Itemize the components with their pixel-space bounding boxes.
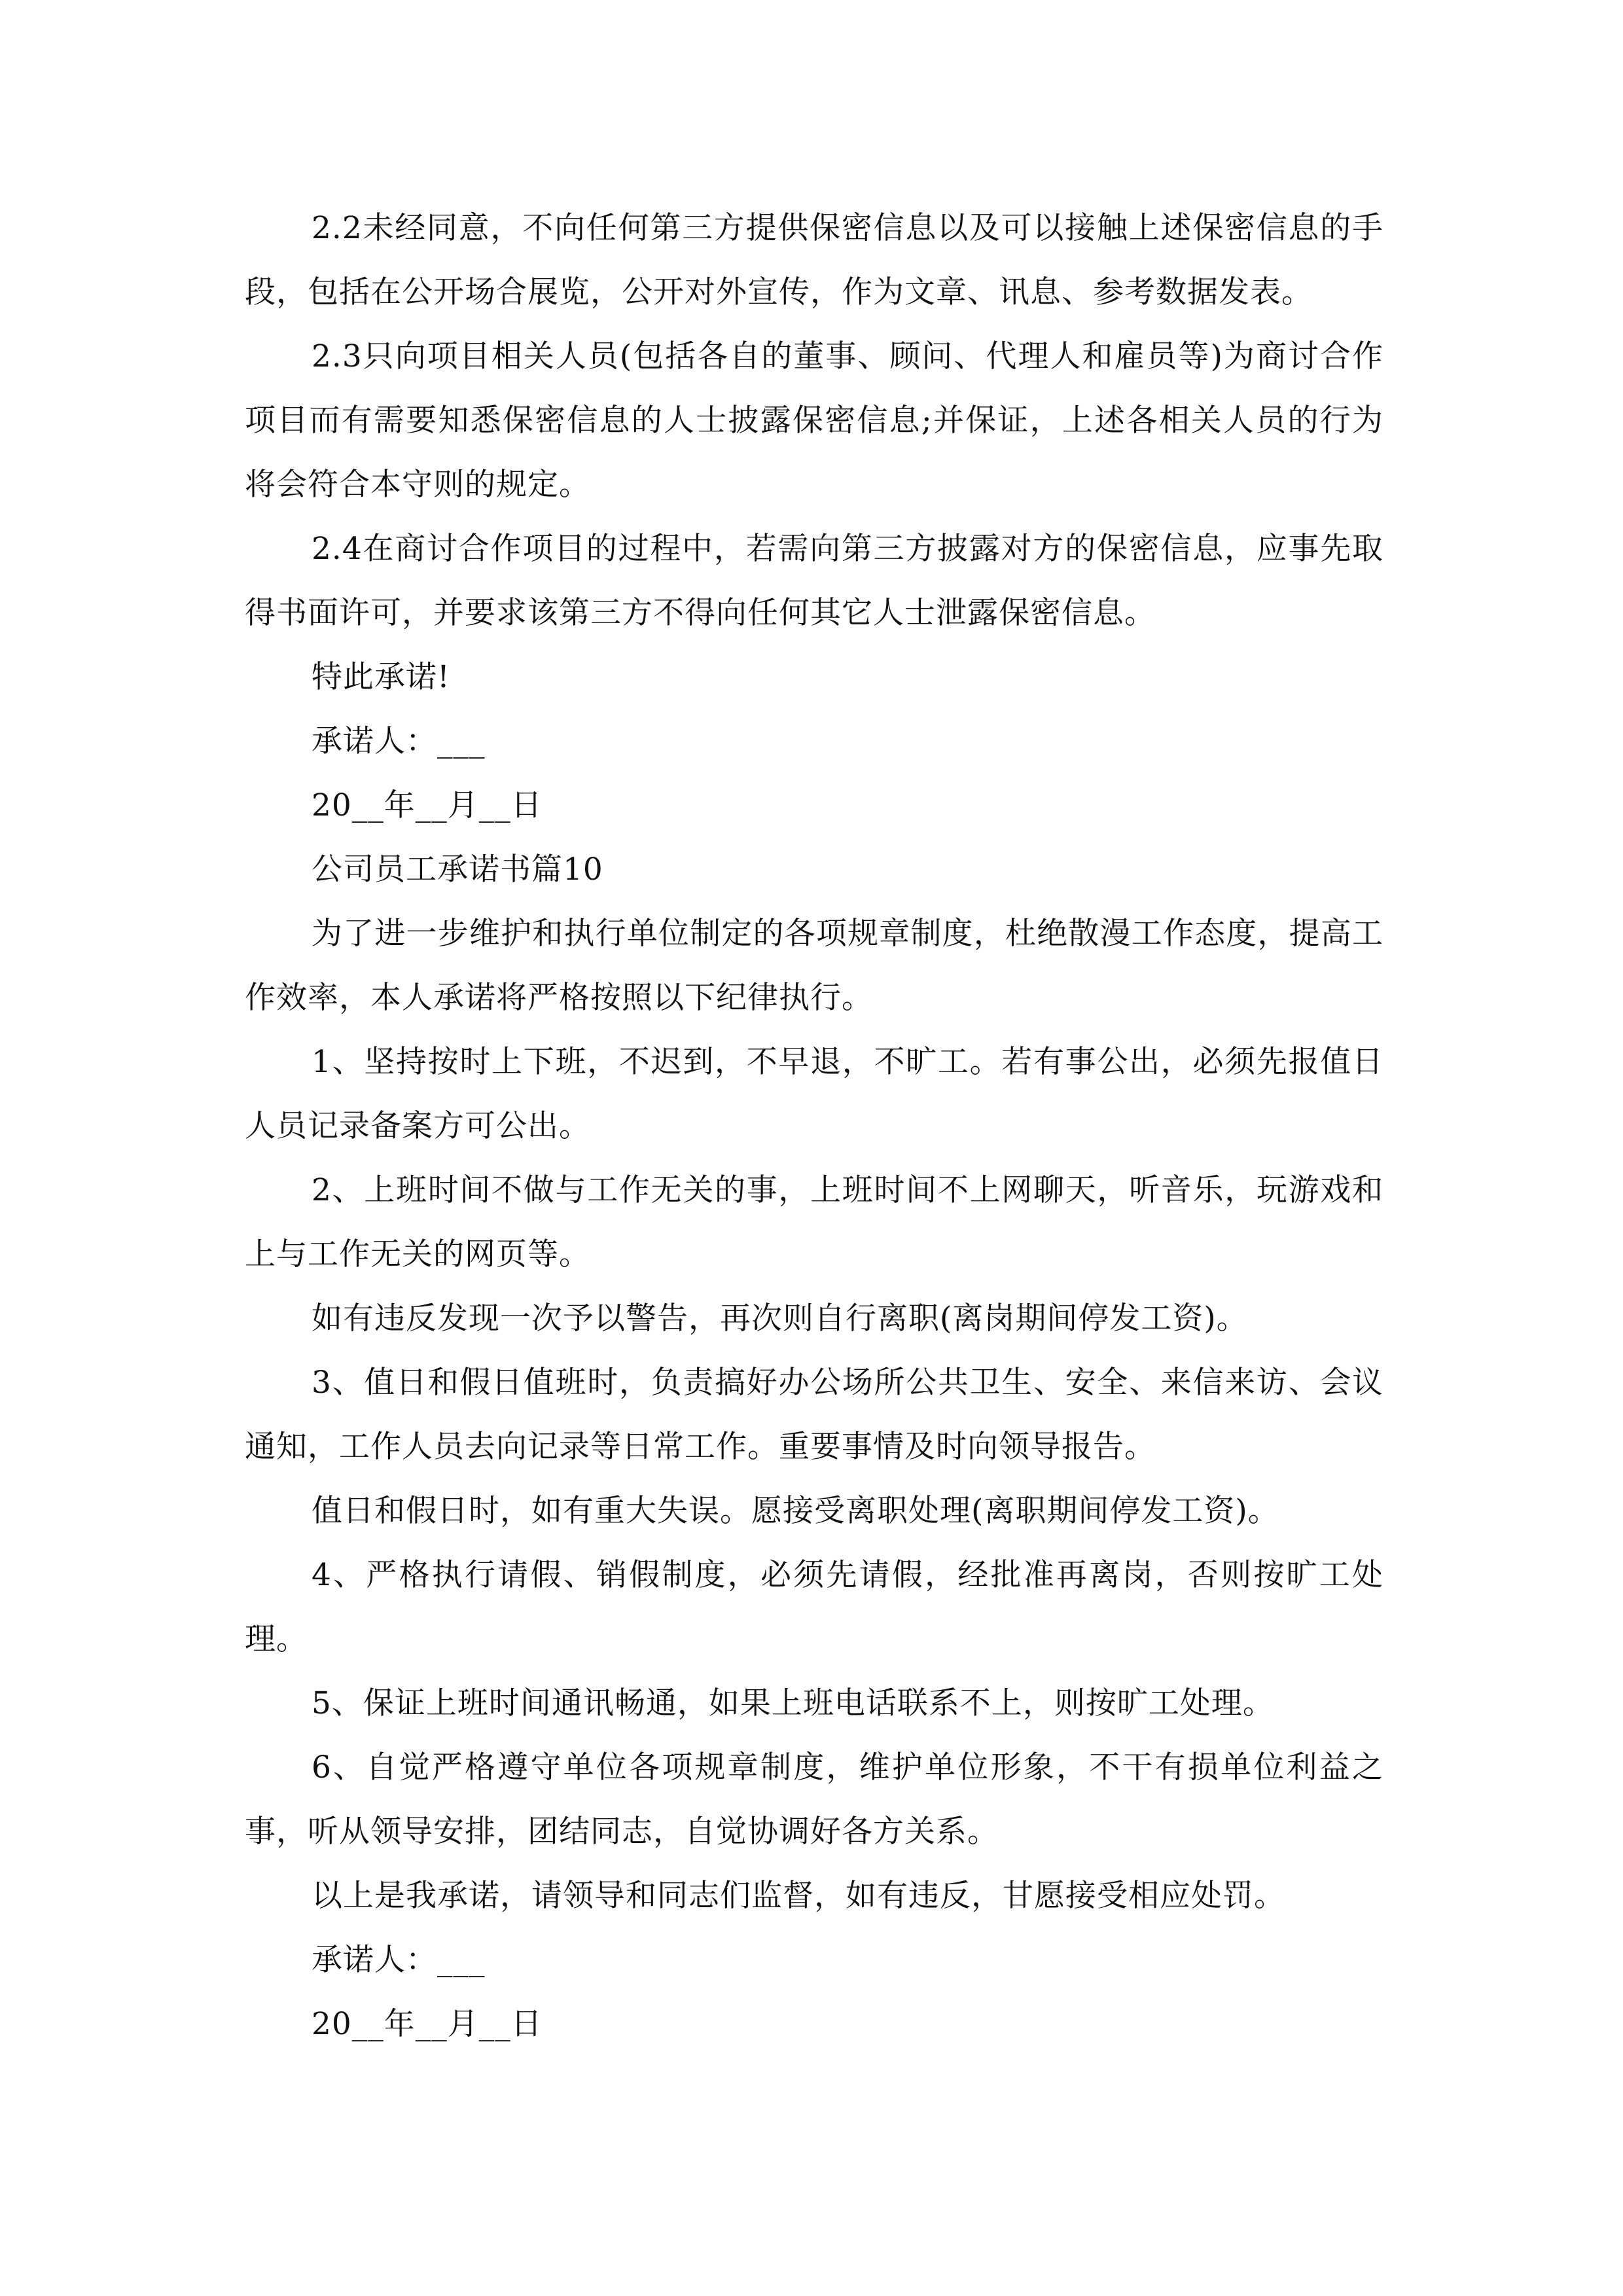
intro-paragraph: 为了进一步维护和执行单位制定的各项规章制度，杜绝散漫工作态度，提高工作效率，本人承诺将严格按照以下纪律执行。 [245, 916, 1383, 1016]
clause-2-3: 2.3只向项目相关人员(包括各自的董事、顾问、代理人和雇员等)为商讨合作项目而有需要知悉保密信息的人士披露保密信息;并保证，上述各相关人员的行为将会符合本守则的规定。 [245, 338, 1383, 503]
rule-1: 1、坚持按时上下班，不迟到，不早退，不旷工。若有事公出，必须先报值日人员记录备案方可公出。 [245, 1044, 1383, 1144]
closing-statement: 特此承诺! [312, 659, 450, 695]
section-title: 公司员工承诺书篇10 [312, 852, 603, 888]
signatory-line-2: 承诺人：___ [312, 1942, 486, 1978]
rule-3: 3、值日和假日值班时，负责搞好办公场所公共卫生、安全、来信来访、会议通知，工作人员去向记录等日常工作。重要事情及时向领导报告。 [245, 1365, 1383, 1465]
rule-5: 5、保证上班时间通讯畅通，如果上班电话联系不上，则按旷工处理。 [312, 1685, 1274, 1721]
commitment-statement: 以上是我承诺，请领导和同志们监督，如有违反，甘愿接受相应处罚。 [312, 1878, 1285, 1914]
rule-2-penalty: 如有违反发现一次予以警告，再次则自行离职(离岗期间停发工资)。 [312, 1300, 1248, 1336]
document-body [245, 196, 1383, 2056]
clause-2-4: 2.4在商讨合作项目的过程中，若需向第三方披露对方的保密信息，应事先取得书面许可，并要求该第三方不得向任何其它人士泄露保密信息。 [245, 531, 1383, 631]
date-line: 20__年__月__日 [312, 787, 543, 823]
rule-4: 4、严格执行请假、销假制度，必须先请假，经批准再离岗，否则按旷工处理。 [245, 1557, 1383, 1657]
rule-3-penalty: 值日和假日时，如有重大失误。愿接受离职处理(离职期间停发工资)。 [312, 1493, 1279, 1529]
date-line-2: 20__年__月__日 [312, 2006, 543, 2042]
rule-6: 6、自觉严格遵守单位各项规章制度，维护单位形象，不干有损单位利益之事，听从领导安排，团结同志，自觉协调好各方关系。 [245, 1749, 1383, 1850]
rule-2: 2、上班时间不做与工作无关的事，上班时间不上网聊天，听音乐，玩游戏和上与工作无关的网页等。 [245, 1172, 1383, 1272]
signatory-line: 承诺人：___ [312, 723, 486, 759]
clause-2-2: 2.2未经同意，不向任何第三方提供保密信息以及可以接触上述保密信息的手段，包括在公开场合展览，公开对外宣传，作为文章、讯息、参考数据发表。 [245, 210, 1383, 310]
